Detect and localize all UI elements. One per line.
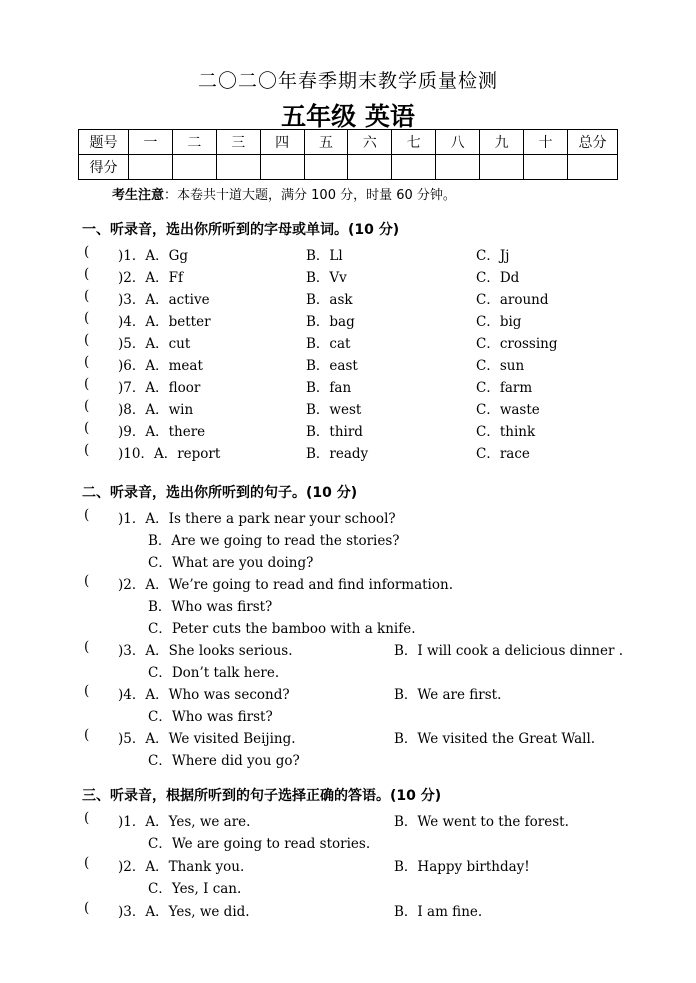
question-line: )1．A．Gg bbox=[118, 248, 189, 264]
table-cell: 十 bbox=[524, 130, 568, 155]
option-line: C．What are you doing? bbox=[148, 555, 314, 571]
exam-subtitle: 五年级 英语 bbox=[281, 102, 415, 131]
table-cell: 一 bbox=[129, 130, 173, 155]
option-b: B．east bbox=[306, 358, 358, 374]
question-line: )3．A．active bbox=[118, 292, 210, 308]
option-line: B．We went to the forest. bbox=[394, 814, 569, 830]
option-b: B．ready bbox=[306, 446, 369, 462]
question-line: )2．A．Thank you. bbox=[118, 859, 245, 875]
table-cell: 得分 bbox=[79, 155, 129, 180]
answer-paren[interactable]: ( bbox=[84, 727, 90, 743]
score-input-cell[interactable] bbox=[436, 155, 480, 180]
answer-paren[interactable]: ( bbox=[84, 900, 90, 916]
question-line: )7．A．floor bbox=[118, 380, 201, 396]
exam-notice bbox=[112, 184, 456, 203]
score-input-cell[interactable] bbox=[172, 155, 216, 180]
option-line: B．Who was first? bbox=[148, 599, 273, 615]
option-c: C．race bbox=[476, 446, 530, 462]
answer-paren[interactable]: ( bbox=[84, 266, 90, 282]
table-cell: 三 bbox=[216, 130, 260, 155]
option-c: C．big bbox=[476, 314, 522, 330]
answer-paren[interactable]: ( bbox=[84, 288, 90, 304]
question-line: )2．A．Ff bbox=[118, 270, 183, 286]
answer-paren[interactable]: ( bbox=[84, 810, 90, 826]
option-c: C．sun bbox=[476, 358, 525, 374]
answer-paren[interactable]: ( bbox=[84, 244, 90, 260]
option-b: B．Vv bbox=[306, 270, 347, 286]
score-input-cell[interactable] bbox=[480, 155, 524, 180]
notice-text: ：本卷共十道大题，满分 100 分，时量 60 分钟。 bbox=[164, 188, 456, 203]
score-input-cell[interactable] bbox=[392, 155, 436, 180]
score-input-cell[interactable] bbox=[524, 155, 568, 180]
notice-label: 考生注意 bbox=[112, 188, 165, 203]
option-b: B．Ll bbox=[306, 248, 343, 264]
answer-paren[interactable]: ( bbox=[84, 376, 90, 392]
option-line: C．Peter cuts the bamboo with a knife. bbox=[148, 621, 416, 637]
question-line: )5．A．cut bbox=[118, 336, 191, 352]
answer-paren[interactable]: ( bbox=[84, 855, 90, 871]
score-input-cell[interactable] bbox=[216, 155, 260, 180]
option-line: B．I will cook a delicious dinner . bbox=[394, 643, 624, 659]
question-line: )3．A．Yes, we did. bbox=[118, 904, 250, 920]
section-2-title: 二、听录音，选出你所听到的句子。(10 分) bbox=[82, 485, 358, 501]
option-b: B．cat bbox=[306, 336, 351, 352]
option-c: C．think bbox=[476, 424, 536, 440]
exam-title: 二〇二〇年春季期末教学质量检测 bbox=[197, 70, 498, 92]
table-cell: 总分 bbox=[568, 130, 618, 155]
table-cell: 五 bbox=[304, 130, 348, 155]
option-line: C．Who was first? bbox=[148, 709, 273, 725]
answer-paren[interactable]: ( bbox=[84, 398, 90, 414]
answer-paren[interactable]: ( bbox=[84, 420, 90, 436]
answer-paren[interactable]: ( bbox=[84, 354, 90, 370]
score-input-cell[interactable] bbox=[348, 155, 392, 180]
table-cell: 八 bbox=[436, 130, 480, 155]
option-b: B．ask bbox=[306, 292, 353, 308]
option-c: C．around bbox=[476, 292, 549, 308]
score-table-header-row bbox=[79, 130, 618, 155]
question-line: )8．A．win bbox=[118, 402, 194, 418]
answer-paren[interactable]: ( bbox=[84, 507, 90, 523]
option-c: C．farm bbox=[476, 380, 533, 396]
table-cell: 九 bbox=[480, 130, 524, 155]
question-line: )4．A．better bbox=[118, 314, 211, 330]
answer-paren[interactable]: ( bbox=[84, 639, 90, 655]
option-b: B．fan bbox=[306, 380, 352, 396]
score-input-cell[interactable] bbox=[568, 155, 618, 180]
option-line: C．Where did you go? bbox=[148, 753, 300, 769]
answer-paren[interactable]: ( bbox=[84, 573, 90, 589]
option-line: B．We visited the Great Wall. bbox=[394, 731, 596, 747]
question-line: )1．A．Is there a park near your school? bbox=[118, 511, 396, 527]
score-table bbox=[78, 129, 618, 180]
option-line: B．Happy birthday! bbox=[394, 859, 530, 875]
option-line: C．We are going to read stories. bbox=[148, 836, 371, 852]
option-line: B．I am fine. bbox=[394, 904, 483, 920]
score-input-cell[interactable] bbox=[304, 155, 348, 180]
answer-paren[interactable]: ( bbox=[84, 310, 90, 326]
question-line: )5．A．We visited Beijing. bbox=[118, 731, 296, 747]
question-line: )10．A．report bbox=[118, 446, 221, 462]
question-line: )4．A．Who was second? bbox=[118, 687, 290, 703]
section-1-title: 一、听录音，选出你所听到的字母或单词。(10 分) bbox=[82, 222, 400, 238]
option-line: C．Yes, I can. bbox=[148, 881, 242, 897]
option-b: B．third bbox=[306, 424, 363, 440]
option-line: B．Are we going to read the stories? bbox=[148, 533, 400, 549]
option-b: B．west bbox=[306, 402, 362, 418]
section-3-title: 三、听录音，根据所听到的句子选择正确的答语。(10 分) bbox=[82, 788, 442, 804]
table-cell: 二 bbox=[172, 130, 216, 155]
option-c: C．waste bbox=[476, 402, 540, 418]
question-line: )6．A．meat bbox=[118, 358, 203, 374]
question-line: )3．A．She looks serious. bbox=[118, 643, 293, 659]
table-cell: 六 bbox=[348, 130, 392, 155]
score-table-score-row bbox=[79, 155, 618, 180]
answer-paren[interactable]: ( bbox=[84, 332, 90, 348]
option-b: B．bag bbox=[306, 314, 355, 330]
table-cell: 七 bbox=[392, 130, 436, 155]
option-line: B．We are first. bbox=[394, 687, 502, 703]
option-c: C．Dd bbox=[476, 270, 520, 286]
score-input-cell[interactable] bbox=[129, 155, 173, 180]
score-input-cell[interactable] bbox=[260, 155, 304, 180]
answer-paren[interactable]: ( bbox=[84, 442, 90, 458]
table-cell: 题号 bbox=[79, 130, 129, 155]
question-line: )1．A．Yes, we are. bbox=[118, 814, 251, 830]
option-line: C．Don’t talk here. bbox=[148, 665, 280, 681]
option-c: C．Jj bbox=[476, 248, 510, 264]
option-c: C．crossing bbox=[476, 336, 558, 352]
question-line: )2．A．We’re going to read and find information. bbox=[118, 577, 453, 593]
question-line: )9．A．there bbox=[118, 424, 206, 440]
answer-paren[interactable]: ( bbox=[84, 683, 90, 699]
table-cell: 四 bbox=[260, 130, 304, 155]
